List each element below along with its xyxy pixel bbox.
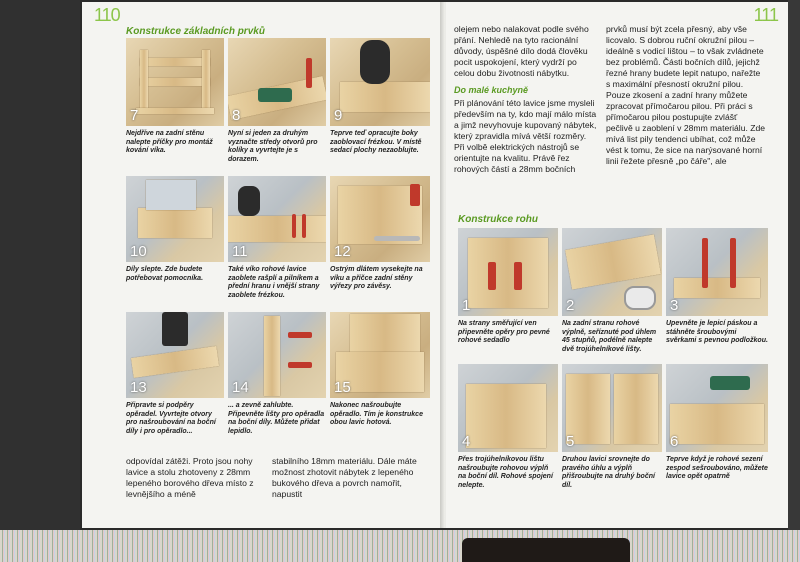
left-page: [82, 2, 445, 528]
step-photo-8: [228, 38, 326, 126]
step-caption: Nyní si jeden za druhým vyznačte středy otvorů pro kolíky a vyvrtejte je s dorazem.: [228, 130, 318, 163]
step-caption: Teprve když je rohové sezení zespod sešroubováno, můžete lavice opět opatrně: [666, 456, 768, 481]
step-caption: Upevněte je lepicí páskou a stáhněte šroubovými svěrkami s pevnou podložkou.: [666, 320, 768, 345]
body-text-column-1: [126, 456, 256, 500]
scanner-shadow: [462, 538, 630, 562]
step-number: 1: [462, 297, 471, 314]
step-number: 13: [130, 379, 147, 396]
step-number: 11: [232, 243, 248, 260]
body-paragraph: prvků musí být zcela přesný, aby vše licovalo. S dobrou ruční okružní pilou – ideálně s vodicí lištou – to však zvládnete bez problémů. Části bočních dílů, jejichž řezné hrany budete lepit natupo, nařežte s maximální přesností okružní pilou. Pouze zkosení a zadní hrany můžete zpracovat přímočarou pilou. Při práci s přímočarou pilou postupujte zvlášť pečlivě u zaoblení v 28mm materiálu. Zde mívá list pily tendenci ubíhat, což může vést k tomu, že sice na narýsované horní linii řežete přesně „po čáře", ale: [606, 24, 766, 166]
step-number: 6: [670, 433, 679, 450]
step-number: 8: [232, 107, 241, 124]
step-caption: Díly slepte. Zde budete potřebovat pomocníka.: [126, 266, 204, 282]
step-caption: Druhou lavici srovnejte do pravého úhlu a výplň přišroubujte na druhý boční díl.: [562, 456, 655, 489]
right-page: [446, 2, 788, 528]
page-number: 111: [753, 5, 778, 25]
step-number: 3: [670, 297, 679, 314]
step-photo-12: [330, 176, 430, 262]
step-caption: ... a zevně zahlubte. Připevněte lišty pro opěradla na boční díly. Můžete přidat lepidlo.: [228, 402, 325, 435]
step-photo-14: [228, 312, 326, 398]
subheading: Do malé kuchyně: [454, 85, 529, 95]
step-caption: Připravte si podpěry opěradel. Vyvrtejte otvory pro našroubování na boční díly i pro opěradlo...: [126, 402, 216, 435]
step-number: 15: [334, 379, 351, 396]
body-text-column-2: [272, 456, 422, 500]
step-caption: Také víko rohové lavice zaoblete rašplí a pilníkem a přední hranu i vnější strany zaoblete frézkou.: [228, 266, 320, 299]
step-photo-9: [330, 38, 430, 126]
step-number: 14: [232, 379, 249, 396]
step-number: 12: [334, 243, 351, 260]
step-photo-11: [228, 176, 326, 262]
scan-background-left: [0, 0, 80, 530]
step-photo-10: [126, 176, 224, 262]
step-number: 7: [130, 107, 139, 124]
step-caption: Nakonec našroubujte opěradlo. Tím je konstrukce obou lavic hotová.: [330, 402, 423, 427]
step-number: 2: [566, 297, 575, 314]
body-text-column-1: [454, 24, 598, 175]
step-number: 10: [130, 243, 147, 260]
step-photo-13: [126, 312, 224, 398]
body-paragraph: stabilního 18mm materiálu. Dále máte možnost zhotovit nábytek z lepeného bukového dřeva a povrch namořit, napustit: [272, 456, 417, 499]
page-number: 110: [94, 5, 120, 25]
section-title: Konstrukce rohu: [458, 214, 539, 225]
step-caption: Ostrým dlátem vysekejte na víku a příčce zadní stěny výřezy pro závěsy.: [330, 266, 423, 291]
step-caption: Nejdříve na zadní stěnu nalepte příčky pro montáž kování víka.: [126, 130, 213, 155]
step-photo-2: [562, 228, 662, 316]
body-text-column-2: [606, 24, 766, 167]
step-photo-4: [458, 364, 558, 452]
scan-background-right: [788, 0, 800, 530]
step-photo-1: [458, 228, 558, 316]
step-photo-15: [330, 312, 430, 398]
step-caption: Na strany směřující ven připevněte opěry pro pevné rohové sedadlo: [458, 320, 550, 345]
step-caption: Na zadní stranu rohové výplně, seříznuté pod úhlem 45 stupňů, podélně nalepte dvě trojúhelníkové lišty.: [562, 320, 657, 353]
step-number: 4: [462, 433, 471, 450]
step-photo-7: [126, 38, 224, 126]
step-number: 5: [566, 433, 575, 450]
body-paragraph: Při plánování této lavice jsme mysleli především na ty, kdo mají málo místa a jimž nevyhovuje kupovaný nábytek, který zpravidla mívá větší rozměry. Při volbě elektrických nástrojů se orientujte na kvalitu. Právě řez rohových částí a 28mm bočních: [454, 98, 597, 174]
step-caption: Teprve teď opracujte boky zaoblovací frézkou. V místě sedací plochy nezaoblujte.: [330, 130, 422, 155]
step-caption: Přes trojúhelníkovou lištu našroubujte rohovou výplň na boční díl. Rohové spojení nelepte.: [458, 456, 553, 489]
step-photo-3: [666, 228, 768, 316]
step-number: 9: [334, 107, 343, 124]
step-photo-5: [562, 364, 662, 452]
body-paragraph: olejem nebo nalakovat podle svého přání. Nehledě na tyto racionální důvody, úspěšné dílo dodá člověku pocit uspokojení, který vydrží po celou dobu životnosti nábytku.: [454, 24, 589, 78]
section-title: Konstrukce základních prvků: [126, 26, 265, 37]
step-photo-6: [666, 364, 768, 452]
scan-edge-artifact: [0, 530, 800, 562]
body-paragraph: odpovídal zátěži. Proto jsou nohy lavice a stolu zhotoveny z 28mm lepeného borového dřeva místo z levnějšího a méně: [126, 456, 254, 499]
